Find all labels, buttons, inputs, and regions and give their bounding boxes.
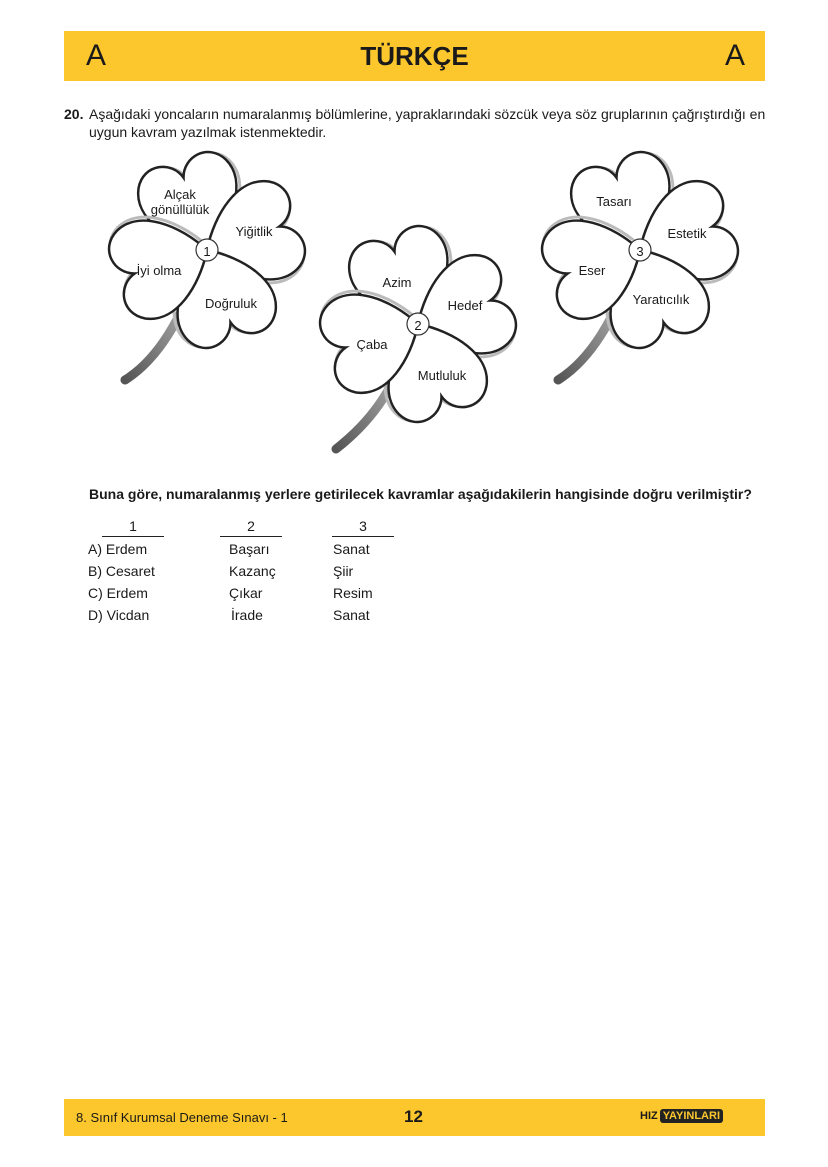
clover-2-number: 2	[414, 318, 422, 333]
clover-leaf: Alçak gönüllülük	[150, 187, 210, 217]
clover-leaf: Eser	[578, 263, 606, 278]
option-a-col3: Sanat	[333, 541, 370, 557]
question-number: 20.	[64, 106, 84, 122]
booklet-letter-right: A	[724, 39, 745, 72]
clover-leaf: Mutluluk	[417, 368, 467, 383]
clover-leaf: Yaratıcılık	[632, 292, 690, 307]
clover-2	[312, 218, 523, 449]
column-header-1: 1	[102, 518, 164, 537]
question-stem: Buna göre, numaralanmış yerlere getirilecek kavramlar aşağıdakilerin hangisinde doğru verilmiştir?	[89, 486, 752, 502]
option-a-col2: Başarı	[229, 541, 270, 557]
option-b-col3: Şiir	[333, 563, 354, 579]
column-header-3: 3	[332, 518, 394, 537]
footer-bar	[64, 1099, 765, 1136]
option-c-col3: Resim	[333, 585, 373, 601]
question-text: Aşağıdaki yoncaların numaralanmış bölümlerine, yapraklarındaki sözcük veya söz gruplarının çağrıştırdığı en uygun kavram yazılmak istenmektedir.	[89, 106, 766, 140]
option-b-col2: Kazanç	[229, 563, 276, 579]
option-b[interactable]: B) Cesaret	[88, 563, 155, 579]
clover-3	[534, 144, 745, 380]
option-d-col2: İrade	[231, 607, 263, 623]
clover-leaf: Azim	[382, 275, 412, 290]
clover-3-number: 3	[636, 244, 644, 259]
clover-leaf: Tasarı	[596, 194, 632, 209]
clover-leaf: Yiğitlik	[235, 224, 273, 239]
booklet-letter-left: A	[86, 39, 107, 72]
clover-1-number: 1	[203, 244, 211, 259]
publisher-logo: HIZ YAYINLARI	[638, 1109, 723, 1123]
page-number: 12	[404, 1107, 423, 1126]
option-c[interactable]: C) Erdem	[88, 585, 148, 601]
page-title: TÜRKÇE	[360, 41, 469, 71]
clover-leaf: İyi olma	[136, 263, 182, 278]
option-d-col3: Sanat	[333, 607, 370, 623]
option-a[interactable]: A) Erdem	[88, 541, 148, 557]
option-c-col2: Çıkar	[229, 585, 263, 601]
exam-name: 8. Sınıf Kurumsal Deneme Sınavı - 1	[76, 1110, 288, 1125]
clover-leaf: Doğruluk	[204, 296, 258, 311]
column-header-2: 2	[220, 518, 282, 537]
option-d[interactable]: D) Vicdan	[88, 607, 150, 623]
clover-leaf: Hedef	[447, 298, 483, 313]
clover-leaf: Estetik	[667, 226, 707, 241]
clover-leaf: Çaba	[356, 337, 388, 352]
